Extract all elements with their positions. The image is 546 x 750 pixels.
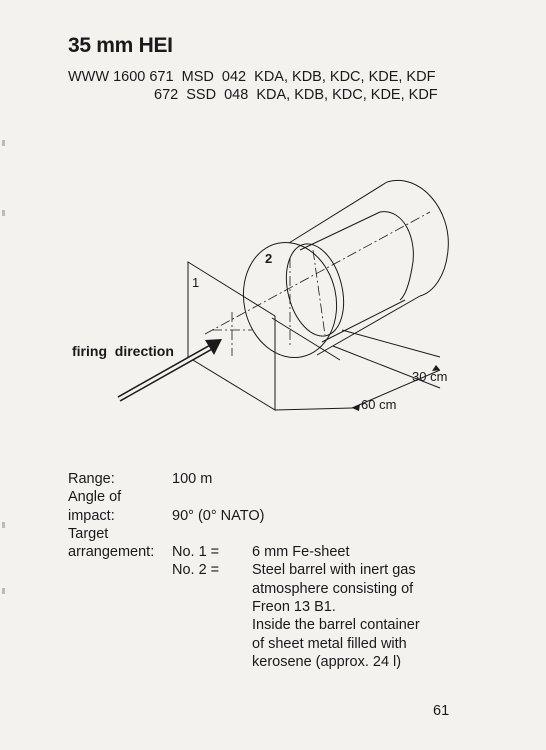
arrangement-text: of sheet metal filled with — [252, 635, 407, 652]
label-firing-direction: firing direction — [72, 343, 174, 359]
arrangement-text: Freon 13 B1. — [252, 599, 336, 616]
spec-key: Angle of — [68, 489, 122, 506]
arrangement-text: Inside the barrel container — [252, 617, 420, 634]
dimension-line — [272, 318, 340, 360]
spec-angle — [68, 507, 420, 525]
dimension-line — [275, 408, 352, 410]
dimension-line — [342, 330, 440, 357]
label-target-1: 1 — [192, 275, 200, 290]
page-number: 61 — [433, 703, 450, 719]
spec-key: Target — [68, 525, 109, 542]
spec-angle-key-line — [68, 488, 420, 506]
inner-container-outline — [380, 212, 413, 300]
arrangement-number: No. 1 = — [172, 544, 220, 561]
barrel-outline — [289, 182, 387, 243]
inner-container-front — [277, 238, 352, 342]
test-specifications — [68, 470, 420, 671]
code-line-2: 672 SSD 048 KDA, KDB, KDC, KDE, KDF — [154, 87, 438, 103]
barrel-outline — [317, 296, 420, 355]
label-dimension-30cm: 30 cm — [412, 369, 448, 384]
arrangement-list — [172, 543, 420, 671]
firing-axis-line — [205, 212, 430, 334]
label-dimension-60cm: 60 cm — [361, 397, 397, 412]
page-title: 35 mm HEI — [68, 34, 173, 57]
spec-value: 90° (0° NATO) — [172, 507, 265, 524]
target-plate-1 — [188, 262, 275, 410]
spec-target-key-line — [68, 525, 420, 543]
spec-target-arrangement — [68, 543, 420, 671]
spec-key: impact: — [68, 507, 115, 524]
barrel-outline — [387, 180, 448, 296]
arrangement-item-2 — [172, 561, 420, 671]
spec-value: 100 m — [172, 471, 213, 487]
dimension-arrowhead — [352, 404, 360, 411]
arrangement-number: No. 2 = — [172, 562, 220, 579]
code-line-1: WWW 1600 671 MSD 042 KDA, KDB, KDC, KDE, KDF — [68, 69, 436, 85]
arrangement-text: Steel barrel with inert gas — [252, 562, 416, 579]
arrangement-text: 6 mm Fe-sheet — [252, 544, 350, 561]
spec-range — [68, 470, 420, 488]
arrangement-text-block — [252, 561, 420, 671]
margin-mark — [2, 588, 5, 594]
arrangement-item-1 — [172, 543, 420, 561]
spec-key: arrangement: — [68, 544, 155, 561]
label-target-2: 2 — [265, 251, 273, 266]
arrangement-text: kerosene (approx. 24 l) — [252, 653, 402, 670]
spec-key: Range: — [68, 471, 115, 487]
margin-mark — [2, 522, 5, 528]
arrangement-text: atmosphere consisting of — [252, 580, 414, 597]
